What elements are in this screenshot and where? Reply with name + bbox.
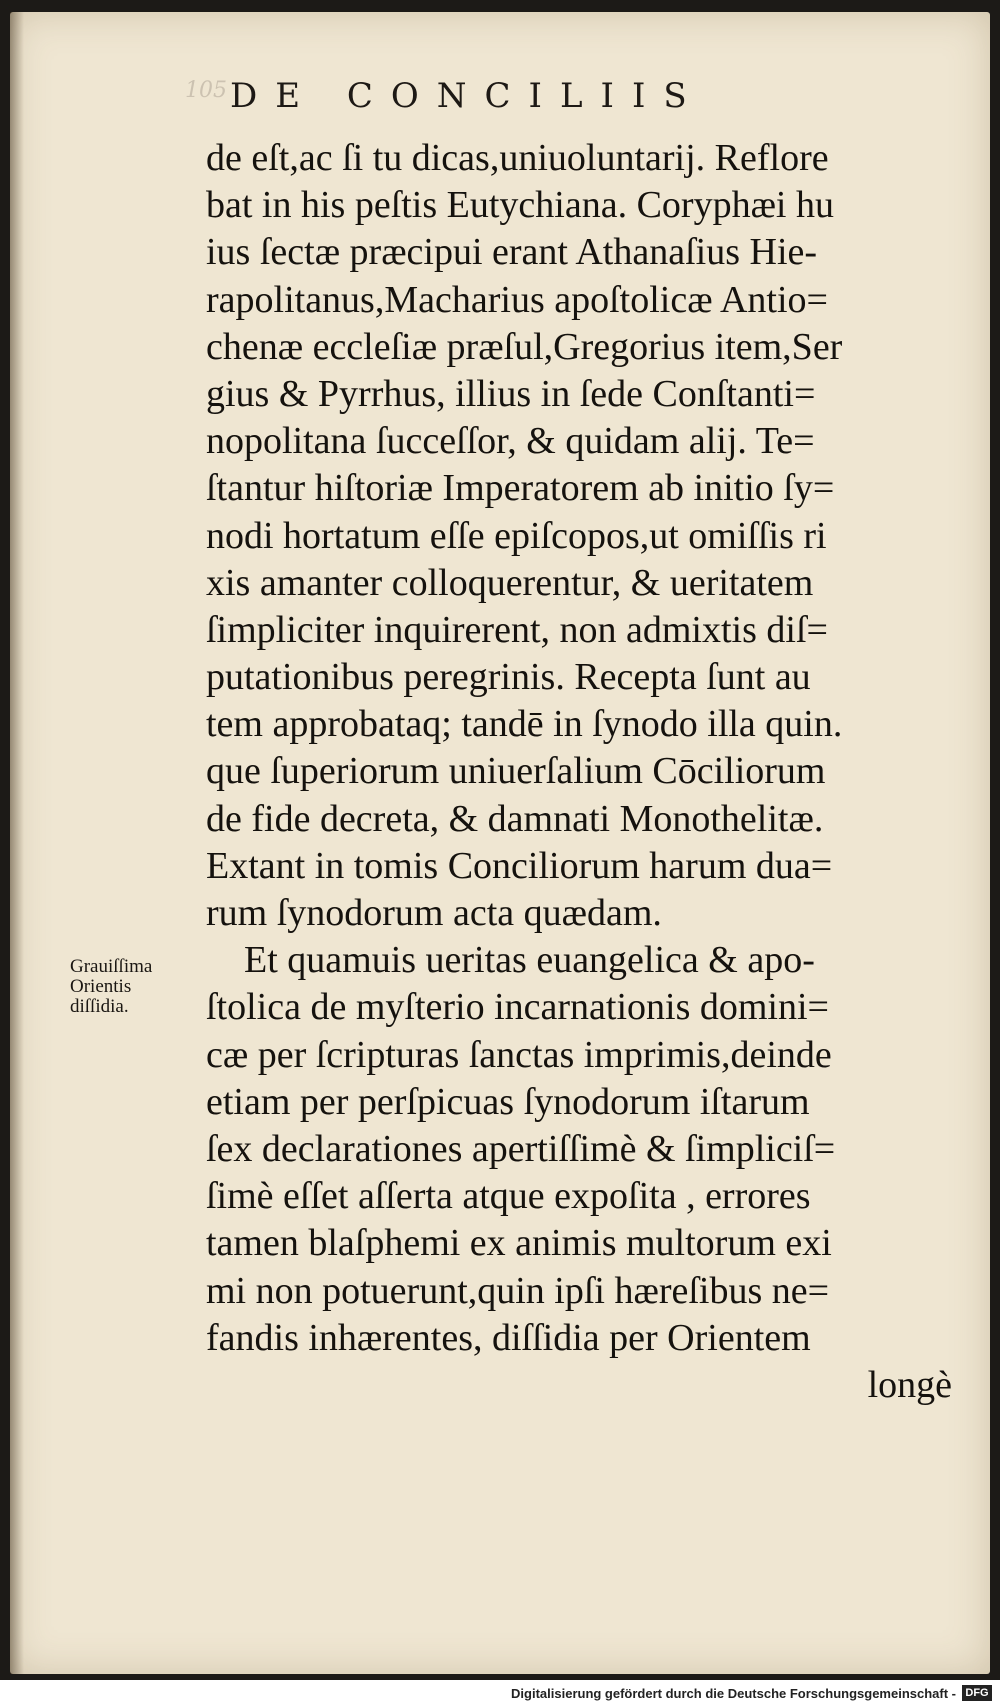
text-line: Extant in tomis Conciliorum harum dua= <box>206 844 833 887</box>
digitization-footer <box>0 1680 1000 1708</box>
marginal-note <box>70 957 210 1017</box>
marginal-note-line: Orientis <box>70 976 132 997</box>
text-line: que ſuperiorum uniuerſalium Cōciliorum <box>206 750 826 793</box>
text-line: tamen blaſphemi ex animis multorum exi <box>206 1222 832 1265</box>
text-line: chenæ eccleſiæ præſul,Gregorius item,Ser <box>206 325 843 368</box>
catchword: longè <box>867 1363 952 1406</box>
text-line: gius & Pyrrhus, illius in ſede Conſtanti= <box>206 372 816 415</box>
text-line: de eſt,ac ſi tu dicas,uniuoluntarij. Reflore <box>206 137 829 179</box>
running-head: DE CONCILIIS <box>230 76 705 116</box>
body-text <box>206 135 956 1409</box>
text-line: Et quamuis ueritas euangelica & apo- <box>206 939 815 982</box>
text-line: rapolitanus,Macharius apoſtolicæ Antio= <box>206 278 828 321</box>
text-line: ius ſectæ præcipui erant Athanaſius Hie- <box>206 231 818 274</box>
text-line: ſimè eſſet aſſerta atque expoſita , errores <box>206 1175 811 1218</box>
text-line: ſtolica de myſterio incarnationis domini= <box>206 986 829 1029</box>
text-line: nodi hortatum eſſe epiſcopos,ut omiſſis ri <box>206 514 827 557</box>
bleed-through-page-number: 105 <box>185 78 227 103</box>
text-line: mi non potuerunt,quin ipſi hæreſibus ne= <box>206 1269 830 1312</box>
text-line: ſtantur hiſtoriæ Imperatorem ab initio ſy= <box>206 467 835 510</box>
text-line: cæ per ſcripturas ſanctas imprimis,deinde <box>206 1033 832 1076</box>
text-line: rum ſynodorum acta quædam. <box>206 892 662 934</box>
text-line: xis amanter colloquerentur, & ueritatem <box>206 561 814 604</box>
text-line: de fide decreta, & damnati Monothelitæ. <box>206 797 824 840</box>
page-binding-shadow <box>10 12 24 1674</box>
funding-credit: Digitalisierung gefördert durch die Deutsche Forschungsgemeinschaft - <box>511 1686 956 1701</box>
text-line: ſex declarationes apertiſſimè & ſimpliciſ= <box>206 1127 836 1170</box>
text-line: bat in his peſtis Eutychiana. Coryphæi hu <box>206 184 834 227</box>
text-line: tem approbataq; tandē in ſynodo illa quin. <box>206 703 843 746</box>
text-line: fandis inhærentes, diſſidia per Orientem <box>206 1316 811 1359</box>
text-line: ſimpliciter inquirerent, non admixtis diſ= <box>206 608 828 651</box>
text-line: etiam per perſpicuas ſynodorum iſtarum <box>206 1080 810 1123</box>
dfg-logo: DFG <box>962 1685 992 1701</box>
text-line: nopolitana ſucceſſor, & quidam alij. Te= <box>206 420 815 463</box>
marginal-note-line: diſſidia. <box>70 996 129 1017</box>
text-line: putationibus peregrinis. Recepta ſunt au <box>206 656 811 699</box>
marginal-note-line: Grauiſſima <box>70 956 153 977</box>
